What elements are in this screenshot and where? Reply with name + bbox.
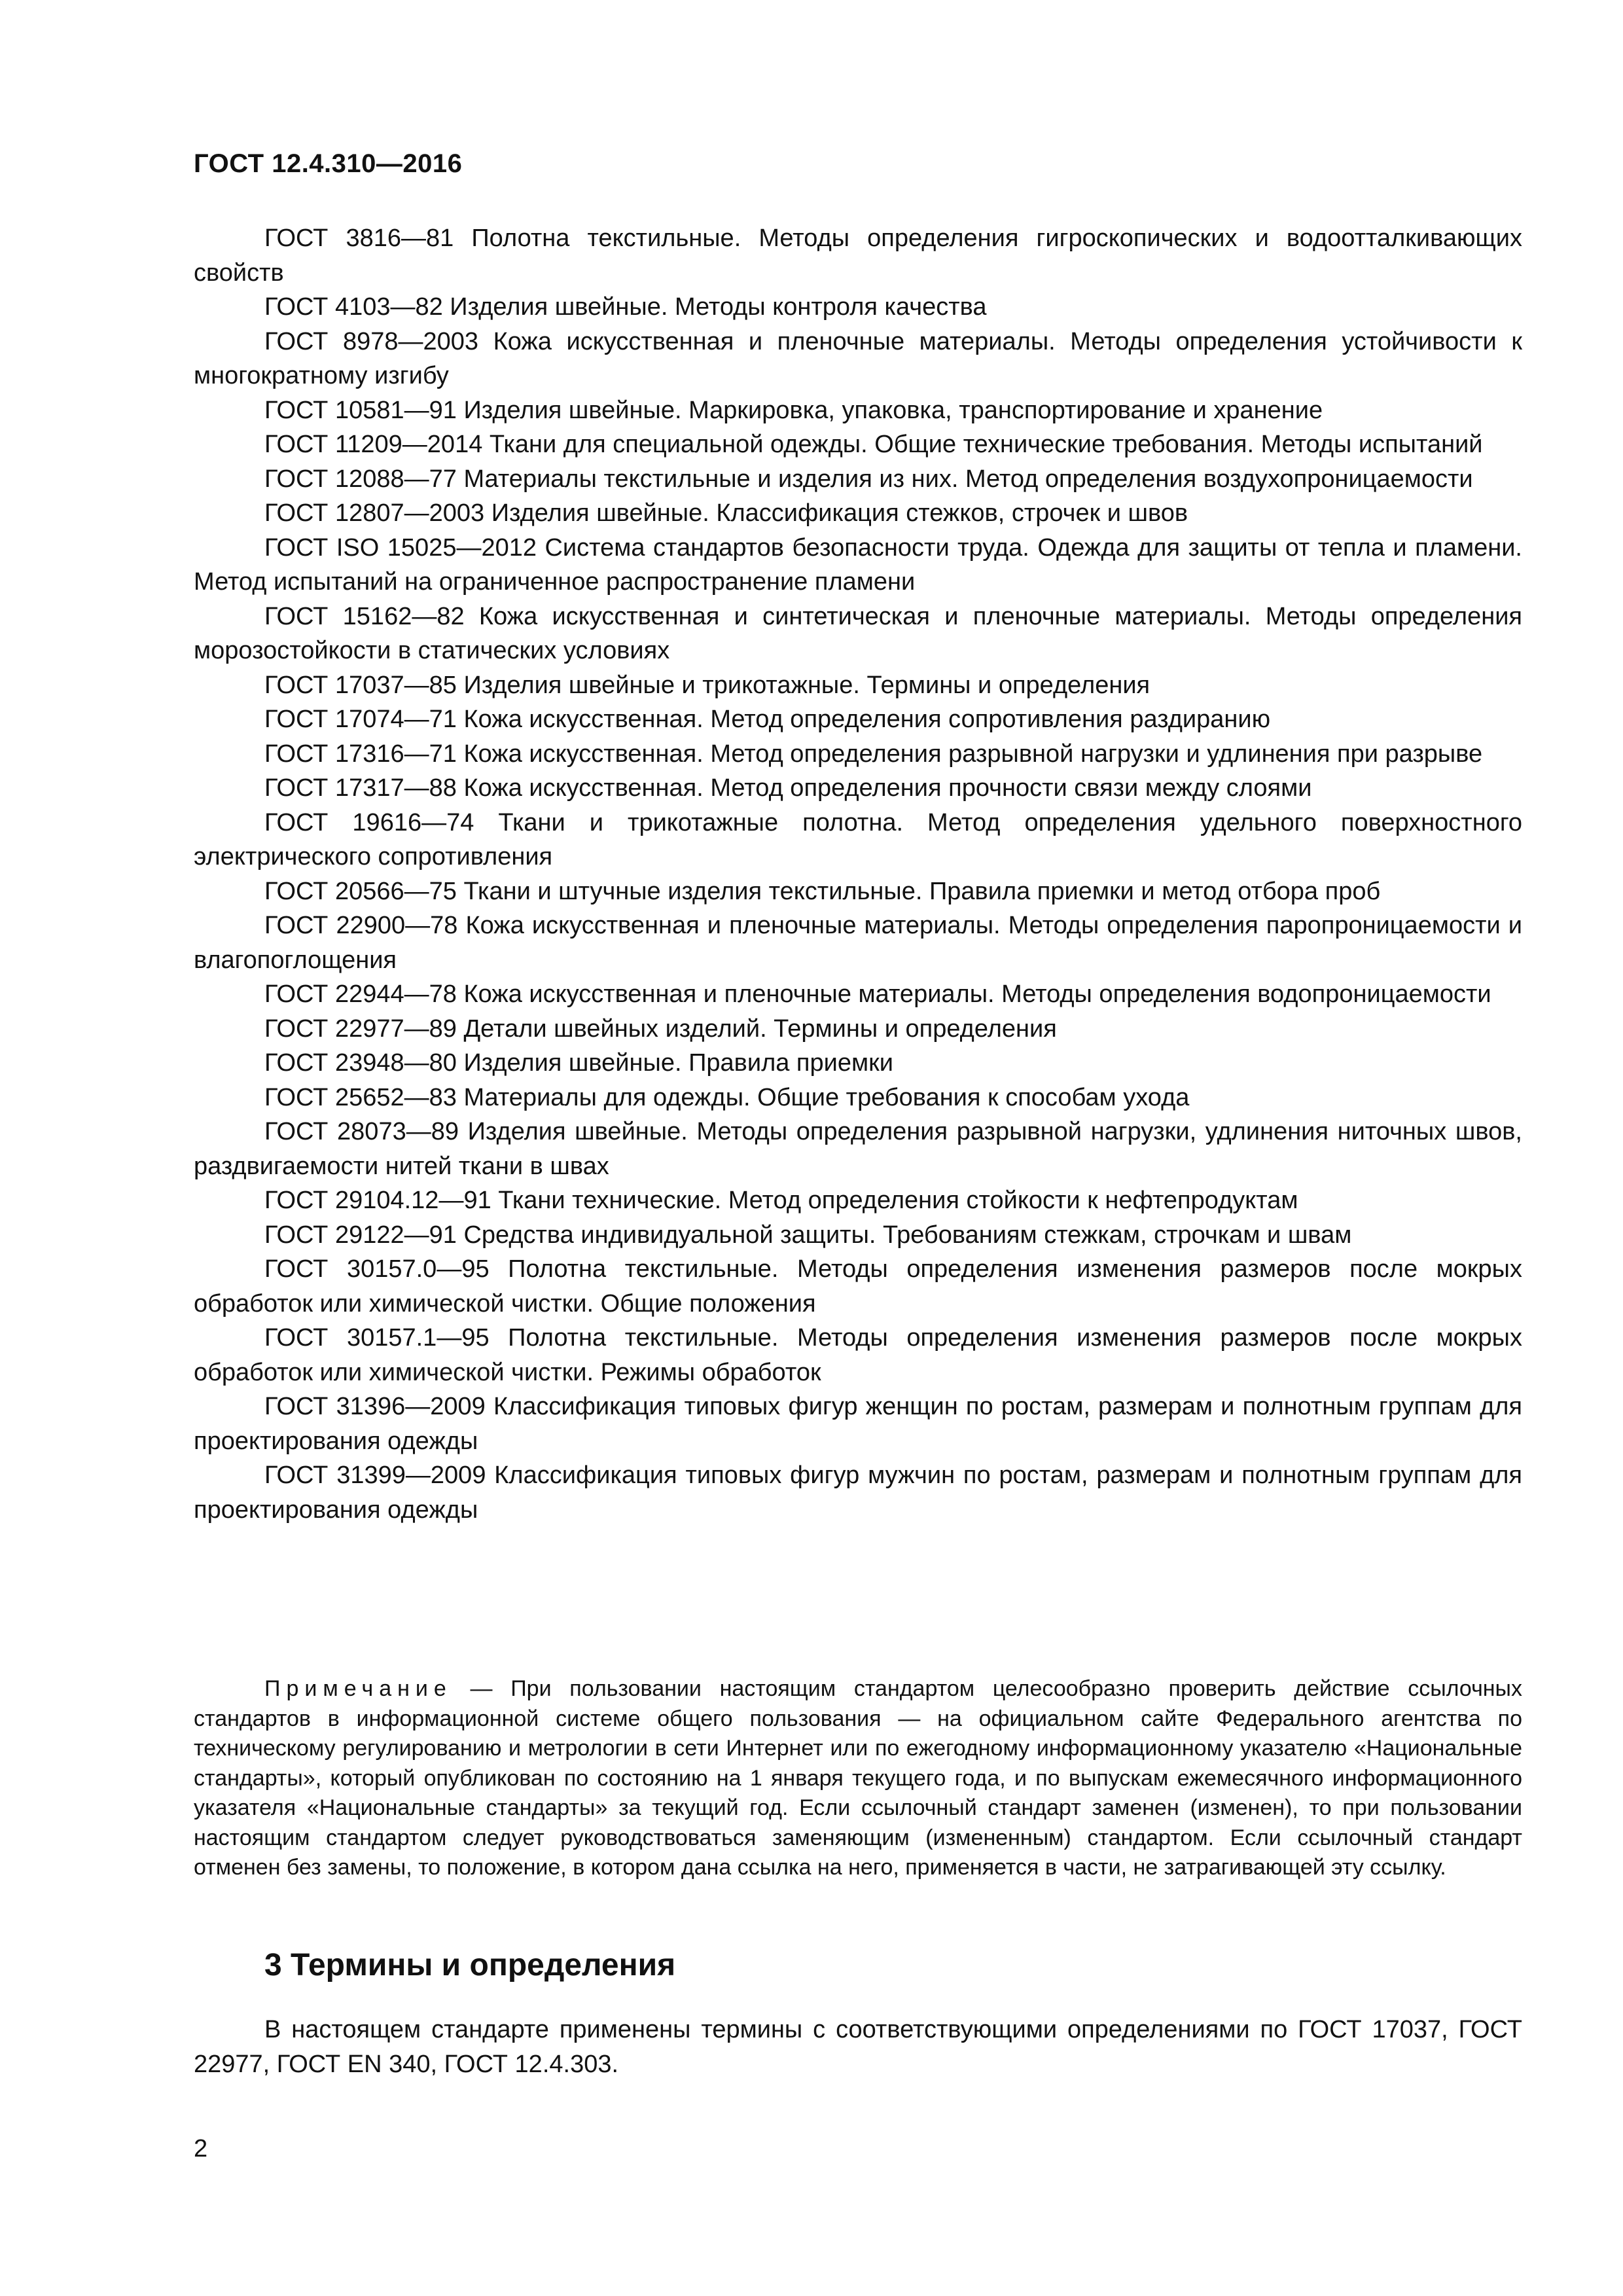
reference-item: ГОСТ 8978—2003 Кожа искусственная и пленочные материалы. Методы определения устойчивости к многократному изгибу xyxy=(194,327,1522,389)
reference-item: ГОСТ 28073—89 Изделия швейные. Методы определения разрывной нагрузки, удлинения ниточных швов, раздвигаемости нитей ткани в швах xyxy=(194,1118,1522,1180)
section-paragraph: В настоящем стандарте применены термины с соответствующими определениями по ГОСТ 17037, ГОСТ 22977, ГОСТ EN 340, ГОСТ 12.4.303. xyxy=(194,2016,1522,2078)
reference-item: ГОСТ 17074—71 Кожа искусственная. Метод определения сопротивления раздиранию xyxy=(264,706,1271,733)
reference-item: ГОСТ 12088—77 Материалы текстильные и изделия из них. Метод определения воздухопроницаемости xyxy=(264,465,1473,493)
note-text: — При пользовании настоящим стандартом целесообразно проверить действие ссылочных стандартов в информационной системе общего пользования — на официальном сайте Федерального агентства по техническому регулированию и метрологии в сети Интернет или по ежегодному информационному указателю «Национальные стандарты», который опубликован по состоянию на 1 января текущего года, и по выпускам ежемесячного информационного указателя «Национальные стандарты» за текущий год. Если ссылочный стандарт заменен (изменен), то при пользовании настоящим стандартом следует руководствоваться заменяющим (измененным) стандартом. Если ссылочный стандарт отменен без замены, то положение, в котором дана ссылка на него, применяется в части, не затрагивающей эту ссылку. xyxy=(194,1676,1522,1880)
reference-item: ГОСТ 11209—2014 Ткани для специальной одежды. Общие технические требования. Методы испытаний xyxy=(264,431,1483,458)
reference-item: ГОСТ 17317—88 Кожа искусственная. Метод определения прочности связи между слоями xyxy=(264,774,1312,802)
normative-references-list xyxy=(194,221,1522,1527)
reference-item: ГОСТ 15162—82 Кожа искусственная и синтетическая и пленочные материалы. Методы определения морозостойкости в статических условиях xyxy=(194,602,1522,664)
page-number: 2 xyxy=(194,2135,208,2162)
reference-item: ГОСТ 23948—80 Изделия швейные. Правила приемки xyxy=(264,1049,893,1077)
reference-item: ГОСТ 19616—74 Ткани и трикотажные полотна. Метод определения удельного поверхностного электрического сопротивления xyxy=(194,808,1522,870)
reference-item: ГОСТ 17316—71 Кожа искусственная. Метод определения разрывной нагрузки и удлинения при разрыве xyxy=(264,740,1483,768)
section-body xyxy=(194,2013,1522,2081)
reference-item: ГОСТ 10581—91 Изделия швейные. Маркировка, упаковка, транспортирование и хранение xyxy=(264,396,1323,424)
note-paragraph xyxy=(194,1674,1522,1883)
reference-item: ГОСТ 17037—85 Изделия швейные и трикотажные. Термины и определения xyxy=(264,671,1150,699)
reference-item: ГОСТ 30157.1—95 Полотна текстильные. Методы определения изменения размеров после мокрых обработок или химической чистки. Режимы обработок xyxy=(194,1324,1522,1386)
section-heading: 3 Термины и определения xyxy=(264,1948,676,1982)
reference-item: ГОСТ 12807—2003 Изделия швейные. Классификация стежков, строчек и швов xyxy=(264,499,1188,527)
reference-item: ГОСТ 22944—78 Кожа искусственная и пленочные материалы. Методы определения водопроницаемости xyxy=(264,980,1491,1008)
reference-item: ГОСТ 20566—75 Ткани и штучные изделия текстильные. Правила приемки и метод отбора проб xyxy=(264,877,1381,905)
reference-item: ГОСТ 3816—81 Полотна текстильные. Методы определения гигроскопических и водоотталкивающих свойств xyxy=(194,224,1522,287)
note-label: Примечание xyxy=(264,1676,452,1701)
reference-item: ГОСТ 22977—89 Детали швейных изделий. Термины и определения xyxy=(264,1014,1057,1043)
page-header: ГОСТ 12.4.310—2016 xyxy=(194,149,463,178)
reference-item: ГОСТ 29104.12—91 Ткани технические. Метод определения стойкости к нефтепродуктам xyxy=(264,1187,1298,1214)
reference-item: ГОСТ ISO 15025—2012 Система стандартов безопасности труда. Одежда для защиты от тепла и пламени. Метод испытаний на ограниченное распространение пламени xyxy=(194,533,1522,596)
note-block xyxy=(194,1674,1522,1883)
reference-item: ГОСТ 31399—2009 Классификация типовых фигур мужчин по ростам, размерам и полнотным группам для проектирования одежды xyxy=(194,1462,1522,1524)
reference-item: ГОСТ 25652—83 Материалы для одежды. Общие требования к способам ухода xyxy=(264,1083,1190,1111)
reference-item: ГОСТ 29122—91 Средства индивидуальной защиты. Требованиям стежкам, строчкам и швам xyxy=(264,1221,1352,1249)
reference-item: ГОСТ 30157.0—95 Полотна текстильные. Методы определения изменения размеров после мокрых обработок или химической чистки. Общие положения xyxy=(194,1255,1522,1318)
reference-item: ГОСТ 31396—2009 Классификация типовых фигур женщин по ростам, размерам и полнотным группам для проектирования одежды xyxy=(194,1393,1522,1455)
reference-item: ГОСТ 22900—78 Кожа искусственная и пленочные материалы. Методы определения паропроницаемости и влагопоглощения xyxy=(194,912,1522,974)
reference-item: ГОСТ 4103—82 Изделия швейные. Методы контроля качества xyxy=(264,293,987,321)
